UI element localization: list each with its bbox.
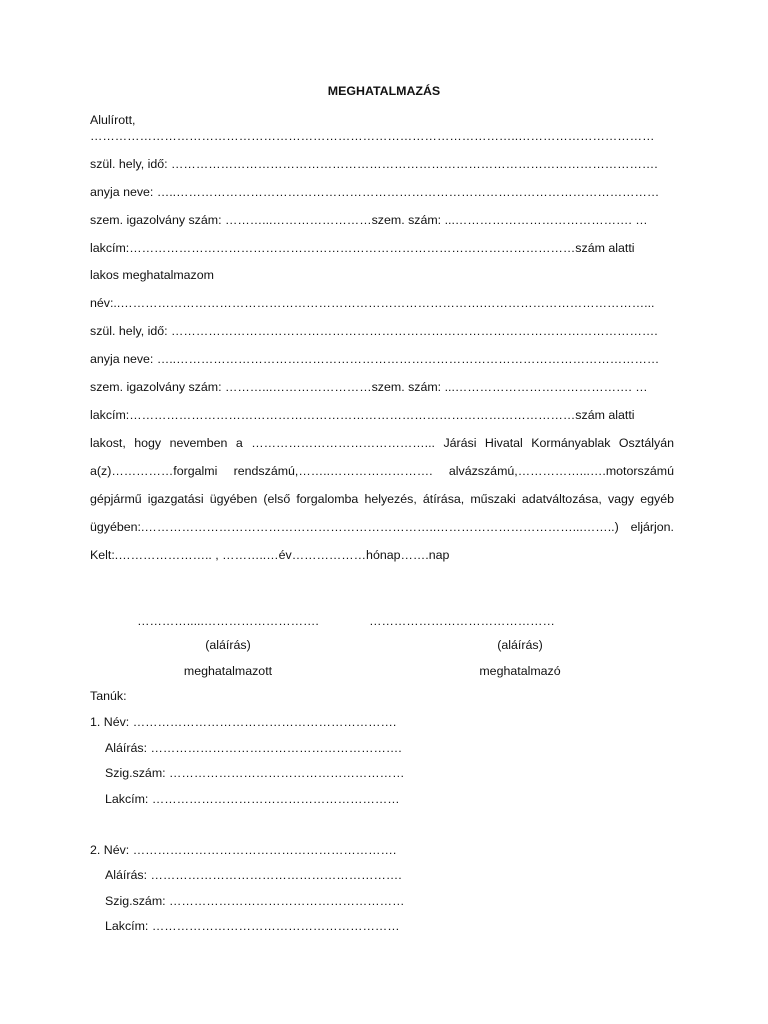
principal-name-field[interactable]: …………………………………………………………………………………………..…………………………… bbox=[90, 129, 655, 143]
principal-address-field[interactable]: lakcím:………………………………………………………………………………………………szám alatti bbox=[90, 241, 635, 255]
agent-signature-line[interactable]: ………….....………………………. bbox=[137, 614, 319, 628]
administration-purpose-line: gépjármű igazgatási ügyében (első forgalomba helyezés, átírása, műszaki adatváltozása, vagy egyéb bbox=[90, 492, 674, 506]
agent-birth-field[interactable]: szül. hely, idő: ………………………………………………………………………………………………………. bbox=[90, 324, 658, 338]
witness2-name-field[interactable]: 2. Név: ………………………………………………………. bbox=[90, 843, 397, 857]
agent-address-field[interactable]: lakcím:………………………………………………………………………………………………szám alatti bbox=[90, 408, 635, 422]
document-title: MEGHATALMAZÁS bbox=[327, 84, 441, 98]
witness1-address-field[interactable]: Lakcím: …………………………………………………… bbox=[105, 792, 400, 806]
undersigned-label: Alulírott, bbox=[90, 113, 136, 127]
date-line[interactable]: Kelt:.………………….. , ………..…év………………hónap…….nap bbox=[90, 548, 450, 562]
vehicle-details-line: a(z)……………forgalmi rendszámú,……..……………………. alvázszámú,……………...….motorszámú bbox=[90, 464, 674, 478]
principal-id-field[interactable]: szem. igazolvány szám: ………...……………………szem. szám: ...……………………………………. … bbox=[90, 213, 648, 227]
principal-mother-name-field[interactable]: anyja neve: …..……………………………………………………………………………………………………… bbox=[90, 185, 660, 199]
principal-signature-line[interactable]: ……………………………………… bbox=[369, 614, 555, 628]
witness2-address-field[interactable]: Lakcím: …………………………………………………… bbox=[105, 919, 400, 933]
principal-birth-field[interactable]: szül. hely, idő: ………………………………………………………………………………………………………. bbox=[90, 157, 658, 171]
agent-signature-label: (aláírás) bbox=[205, 638, 251, 652]
principal-signature-label: (aláírás) bbox=[497, 638, 543, 652]
witness1-name-field[interactable]: 1. Név: ………………………………………………………. bbox=[90, 715, 397, 729]
authorize-text: lakos meghatalmazom bbox=[90, 268, 214, 282]
other-matter-line: ügyében:.……………………………………………………………..……………………………...……..) eljárjon. bbox=[90, 520, 674, 534]
witnesses-heading: Tanúk: bbox=[90, 689, 127, 703]
witness2-signature-field[interactable]: Aláírás: ……………………………………………………. bbox=[105, 868, 402, 882]
witness1-id-field[interactable]: Szig.szám: ………………………………………………… bbox=[105, 766, 405, 780]
agent-id-field[interactable]: szem. igazolvány szám: ………...……………………szem. szám: ...……………………………………. … bbox=[90, 380, 648, 394]
agent-role-label: meghatalmazott bbox=[183, 664, 273, 678]
witness2-id-field[interactable]: Szig.szám: ………………………………………………… bbox=[105, 894, 405, 908]
agent-name-field[interactable]: név:..…………………………………………………………………………….…………………………………... bbox=[90, 296, 655, 310]
principal-role-label: meghatalmazó bbox=[479, 664, 561, 678]
authority-paragraph-line1: lakost, hogy nevemben a ……………………………………... Járási Hivatal Kormányablak Osztályán bbox=[90, 436, 674, 450]
witness1-signature-field[interactable]: Aláírás: ……………………………………………………. bbox=[105, 741, 402, 755]
agent-mother-name-field[interactable]: anyja neve: …..……………………………………………………………………………………………………… bbox=[90, 352, 660, 366]
